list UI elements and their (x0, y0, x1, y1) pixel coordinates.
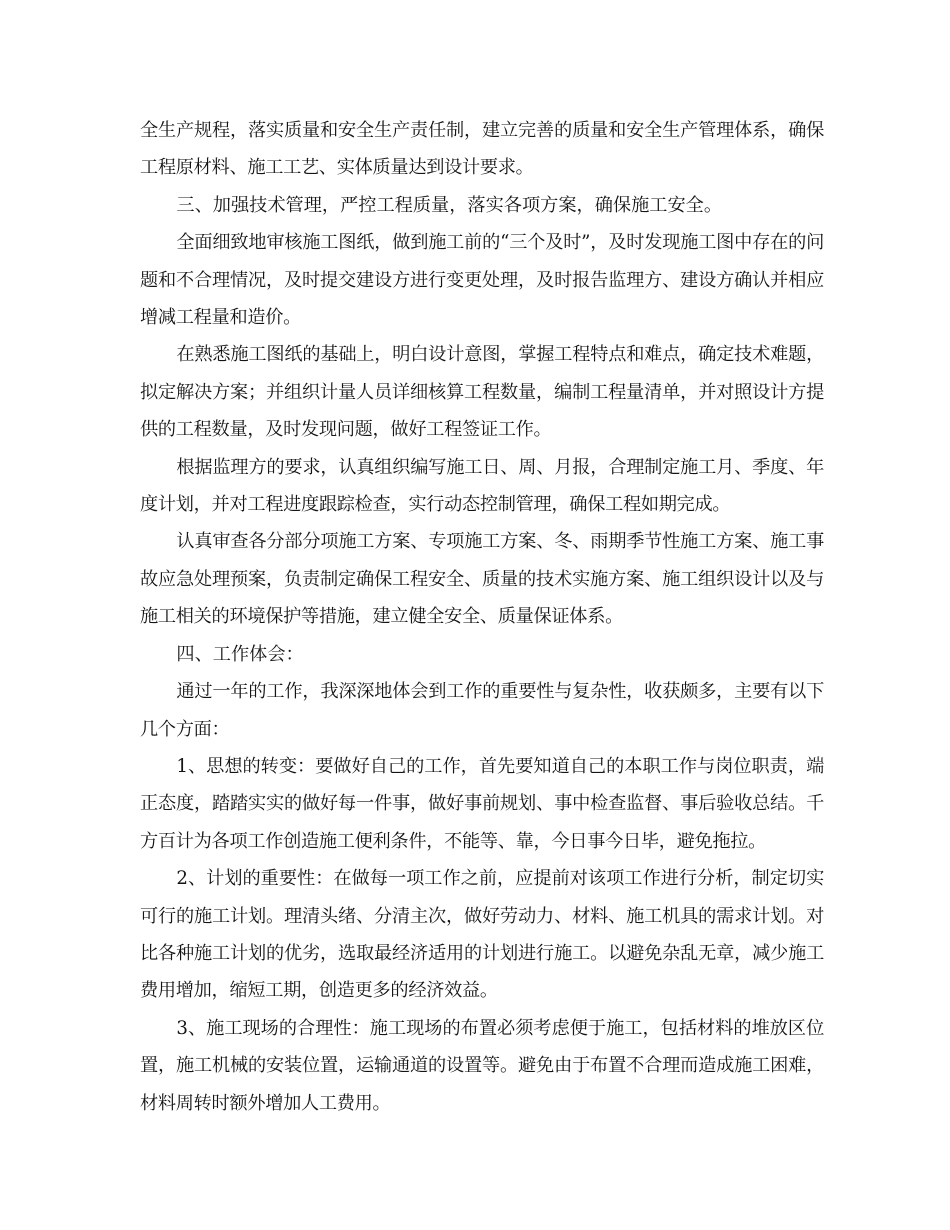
list-item-3: 3、施工现场的合理性：施工现场的布置必须考虑便于施工，包括材料的堆放区位置，施工机械的安装位置，运输通道的设置等。避免由于布置不合理而造成施工困难，材料周转时额外增加人工费用。 (140, 1017, 824, 1114)
paragraph-continued: 全生产规程，落实质量和安全生产责任制，建立完善的质量和安全生产管理体系，确保工程原材料、施工工艺、实体质量达到设计要求。 (140, 120, 824, 179)
list-item-2: 2、计划的重要性：在做每一项工作之前，应提前对该项工作进行分析，制定切实可行的施工计划。理清头绪、分清主次，做好劳动力、材料、施工机具的需求计划。对比各种施工计划的优劣，选取最经济适用的计划进行施工。以避免杂乱无章，减少施工费用增加，缩短工期，创造更多的经济效益。 (140, 868, 824, 1002)
paragraph-experience: 通过一年的工作，我深深地体会到工作的重要性与复杂性，收获颇多，主要有以下几个方面： (140, 681, 824, 740)
paragraph-review-drawings: 全面细致地审核施工图纸，做到施工前的“三个及时”，及时发现施工图中存在的问题和不合理情况，及时提交建设方进行变更处理，及时报告监理方、建设方确认并相应增减工程量和造价。 (140, 232, 824, 329)
section-heading-3: 三、加强技术管理，严控工程质量，落实各项方案，确保施工安全。 (176, 194, 723, 216)
paragraph-plans: 认真审查各分部分项施工方案、专项施工方案、冬、雨期季节性施工方案、施工事故应急处理预案，负责制定确保工程安全、质量的技术实施方案、施工组织设计以及与施工相关的环境保护等措施，建立健全安全、质量保证体系。 (140, 531, 824, 628)
paragraph-supervision: 根据监理方的要求，认真组织编写施工日、周、月报，合理制定施工月、季度、年度计划，并对工程进度跟踪检查，实行动态控制管理，确保工程如期完成。 (140, 456, 824, 516)
section-heading-4: 四、工作体会： (176, 643, 304, 665)
paragraph-familiarize: 在熟悉施工图纸的基础上，明白设计意图，掌握工程特点和难点，确定技术难题，拟定解决方案；并组织计量人员详细核算工程数量，编制工程量清单，并对照设计方提供的工程数量，及时发现问题，做好工程签证工作。 (140, 344, 824, 441)
list-item-1: 1、思想的转变：要做好自己的工作，首先要知道自己的本职工作与岗位职责，端正态度，踏踏实实的做好每一件事，做好事前规划、事中检查监督、事后验收总结。千方百计为各项工作创造施工便利条件，不能等、靠，今日事今日毕，避免拖拉。 (140, 755, 824, 852)
document-body (140, 112, 824, 1122)
